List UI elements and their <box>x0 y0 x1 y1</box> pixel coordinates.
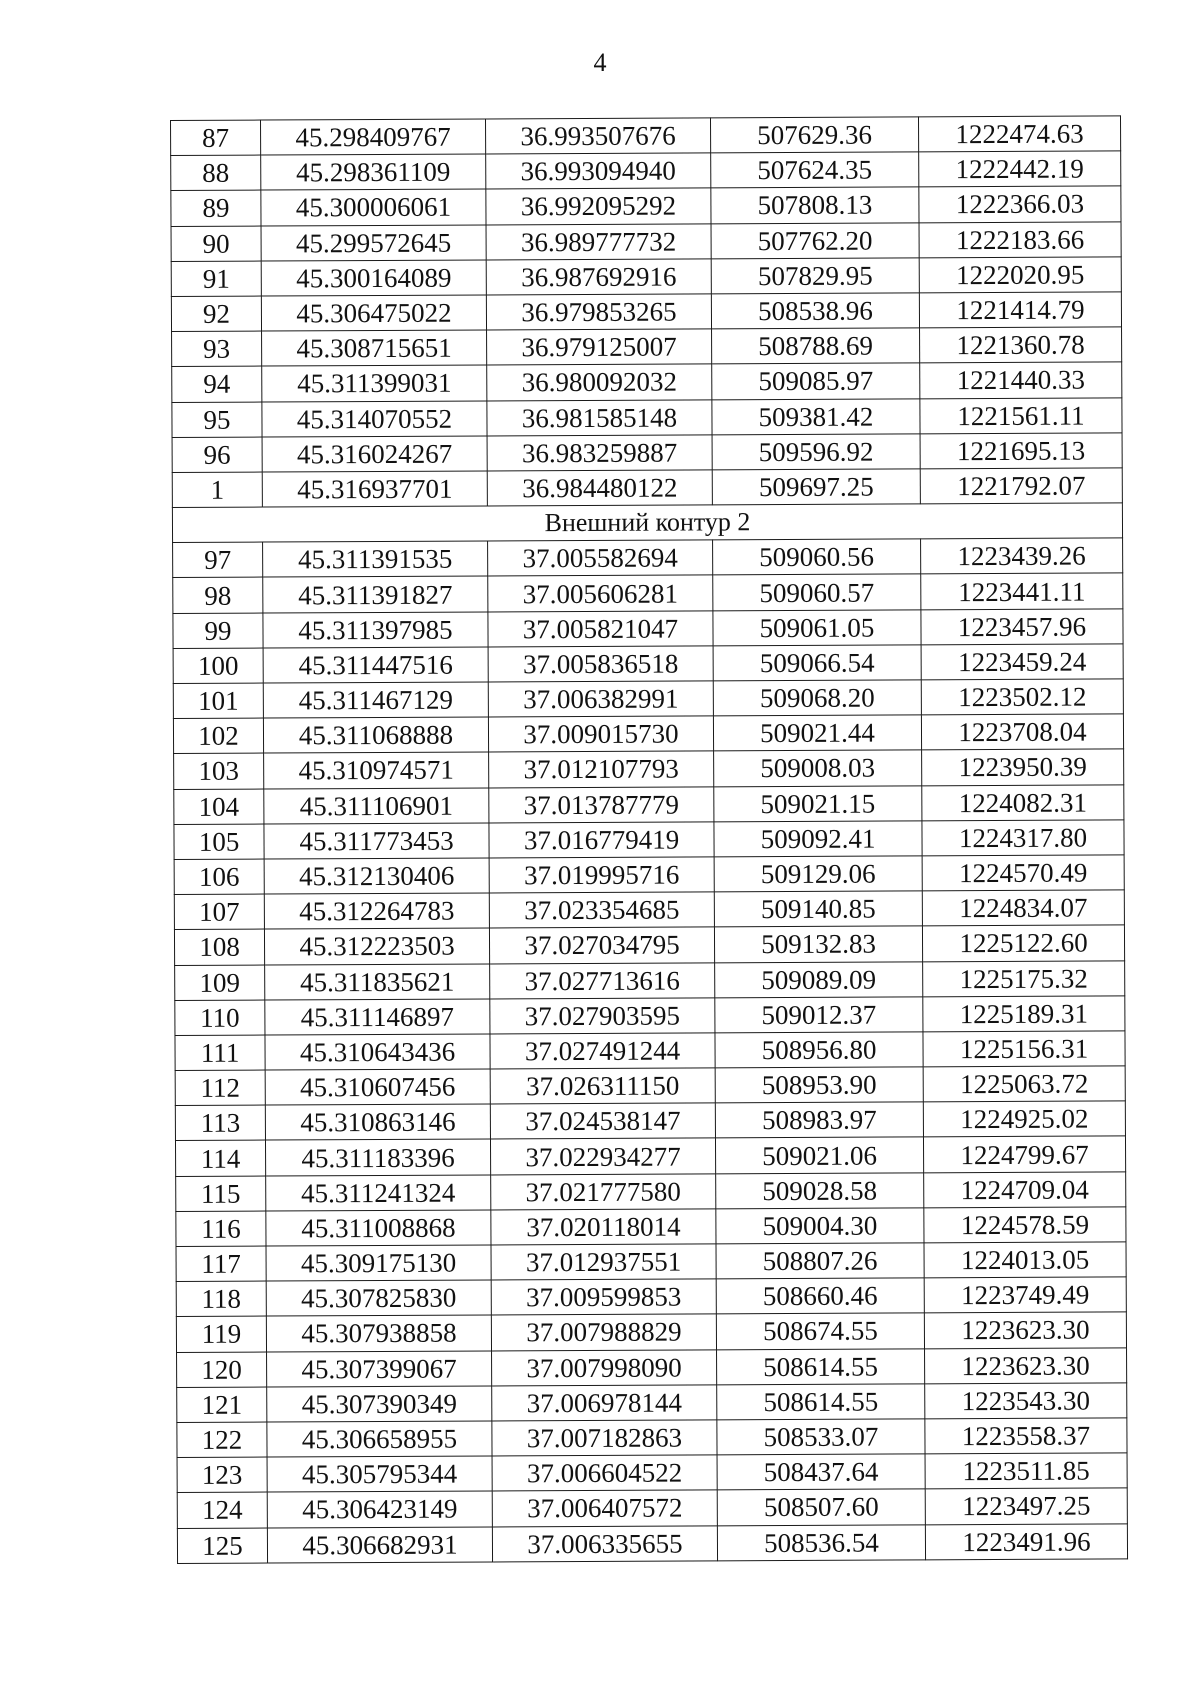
latitude-cell: 45.299572645 <box>261 225 486 261</box>
section-header-row <box>172 503 1122 543</box>
longitude-cell: 37.027713616 <box>490 962 715 998</box>
table-row <box>176 1207 1126 1247</box>
point-number-cell: 97 <box>173 542 263 578</box>
x-coordinate-cell: 509012.37 <box>715 997 923 1033</box>
y-coordinate-cell: 1221360.78 <box>920 327 1122 363</box>
table-row <box>176 1277 1126 1317</box>
table-row <box>171 257 1121 297</box>
y-coordinate-cell: 1221561.11 <box>920 397 1122 433</box>
point-number-cell: 94 <box>172 366 262 402</box>
y-coordinate-cell: 1222442.19 <box>919 151 1121 187</box>
point-number-cell: 110 <box>175 1000 265 1036</box>
latitude-cell: 45.306658955 <box>267 1421 492 1457</box>
longitude-cell: 37.005606281 <box>488 575 713 611</box>
x-coordinate-cell: 509697.25 <box>712 469 920 505</box>
latitude-cell: 45.310863146 <box>265 1104 490 1140</box>
y-coordinate-cell: 1223749.49 <box>924 1277 1126 1313</box>
y-coordinate-cell: 1222474.63 <box>918 116 1120 152</box>
latitude-cell: 45.311467129 <box>263 682 488 718</box>
longitude-cell: 37.006335655 <box>492 1525 717 1561</box>
point-number-cell: 105 <box>174 824 264 860</box>
latitude-cell: 45.311391827 <box>263 576 488 612</box>
longitude-cell: 36.993507676 <box>485 118 710 154</box>
point-number-cell: 87 <box>171 120 261 156</box>
table-row <box>172 327 1122 367</box>
y-coordinate-cell: 1222020.95 <box>919 257 1121 293</box>
longitude-cell: 37.006382991 <box>488 681 713 717</box>
latitude-cell: 45.310643436 <box>265 1034 490 1070</box>
y-coordinate-cell: 1221695.13 <box>920 433 1122 469</box>
y-coordinate-cell: 1222183.66 <box>919 221 1121 257</box>
table-row <box>177 1347 1127 1387</box>
point-number-cell: 102 <box>173 718 263 754</box>
x-coordinate-cell: 509028.58 <box>716 1172 924 1208</box>
longitude-cell: 37.022934277 <box>490 1138 715 1174</box>
point-number-cell: 125 <box>177 1528 267 1564</box>
x-coordinate-cell: 509596.92 <box>712 434 920 470</box>
x-coordinate-cell: 508614.55 <box>717 1348 925 1384</box>
table-row <box>177 1523 1127 1563</box>
longitude-cell: 36.979125007 <box>487 329 712 365</box>
longitude-cell: 36.981585148 <box>487 399 712 435</box>
latitude-cell: 45.307825830 <box>266 1280 491 1316</box>
latitude-cell: 45.311146897 <box>265 999 490 1035</box>
longitude-cell: 36.989777732 <box>486 223 711 259</box>
table-row <box>177 1383 1127 1423</box>
x-coordinate-cell: 509129.06 <box>714 856 922 892</box>
point-number-cell: 98 <box>173 577 263 613</box>
x-coordinate-cell: 509381.42 <box>712 398 920 434</box>
y-coordinate-cell: 1225122.60 <box>922 925 1124 961</box>
latitude-cell: 45.300164089 <box>261 260 486 296</box>
longitude-cell: 37.020118014 <box>491 1209 716 1245</box>
longitude-cell: 36.979853265 <box>486 294 711 330</box>
x-coordinate-cell: 508807.26 <box>716 1243 924 1279</box>
y-coordinate-cell: 1223950.39 <box>922 749 1124 785</box>
x-coordinate-cell: 509060.56 <box>713 539 921 575</box>
point-number-cell: 117 <box>176 1246 266 1282</box>
latitude-cell: 45.311106901 <box>264 788 489 824</box>
point-number-cell: 122 <box>177 1422 267 1458</box>
table-row <box>171 292 1121 332</box>
latitude-cell: 45.308715651 <box>262 330 487 366</box>
longitude-cell: 37.021777580 <box>491 1173 716 1209</box>
longitude-cell: 37.005821047 <box>488 610 713 646</box>
table-row <box>173 714 1123 754</box>
section-title: Внешний контур 2 <box>172 503 1122 543</box>
point-number-cell: 120 <box>177 1352 267 1388</box>
point-number-cell: 106 <box>174 859 264 895</box>
x-coordinate-cell: 508614.55 <box>717 1384 925 1420</box>
point-number-cell: 118 <box>176 1281 266 1317</box>
point-number-cell: 91 <box>171 261 261 297</box>
table-row <box>171 186 1121 226</box>
longitude-cell: 37.012937551 <box>491 1244 716 1280</box>
longitude-cell: 37.006407572 <box>492 1490 717 1526</box>
latitude-cell: 45.300006061 <box>261 189 486 225</box>
point-number-cell: 116 <box>176 1211 266 1247</box>
table-row <box>173 573 1123 613</box>
x-coordinate-cell: 509021.44 <box>713 715 921 751</box>
y-coordinate-cell: 1224578.59 <box>924 1207 1126 1243</box>
page-number: 4 <box>593 48 607 77</box>
x-coordinate-cell: 507808.13 <box>711 187 919 223</box>
longitude-cell: 36.987692916 <box>486 259 711 295</box>
longitude-cell: 37.024538147 <box>490 1103 715 1139</box>
latitude-cell: 45.311183396 <box>265 1139 490 1175</box>
table-row <box>174 925 1124 965</box>
point-number-cell: 114 <box>175 1140 265 1176</box>
latitude-cell: 45.311447516 <box>263 647 488 683</box>
table-row <box>173 538 1123 578</box>
longitude-cell: 37.007182863 <box>492 1420 717 1456</box>
table-row <box>175 1136 1125 1176</box>
table-row <box>171 116 1121 156</box>
coordinates-table <box>170 115 1128 1563</box>
y-coordinate-cell: 1224570.49 <box>922 855 1124 891</box>
y-coordinate-cell: 1223543.30 <box>925 1383 1127 1419</box>
latitude-cell: 45.307938858 <box>266 1315 491 1351</box>
y-coordinate-cell: 1223511.85 <box>925 1453 1127 1489</box>
x-coordinate-cell: 509021.06 <box>715 1137 923 1173</box>
x-coordinate-cell: 507762.20 <box>711 222 919 258</box>
x-coordinate-cell: 507629.36 <box>710 117 918 153</box>
x-coordinate-cell: 507829.95 <box>711 258 919 294</box>
longitude-cell: 37.013787779 <box>489 786 714 822</box>
y-coordinate-cell: 1223502.12 <box>921 679 1123 715</box>
latitude-cell: 45.309175130 <box>266 1245 491 1281</box>
table-row <box>172 362 1122 402</box>
point-number-cell: 107 <box>174 894 264 930</box>
table-row <box>173 644 1123 684</box>
table-row <box>175 1031 1125 1071</box>
x-coordinate-cell: 507624.35 <box>711 152 919 188</box>
latitude-cell: 45.298361109 <box>261 154 486 190</box>
y-coordinate-cell: 1225175.32 <box>923 960 1125 996</box>
y-coordinate-cell: 1224799.67 <box>923 1136 1125 1172</box>
latitude-cell: 45.312264783 <box>264 893 489 929</box>
longitude-cell: 37.006978144 <box>492 1385 717 1421</box>
x-coordinate-cell: 508660.46 <box>716 1278 924 1314</box>
x-coordinate-cell: 508953.90 <box>715 1067 923 1103</box>
table-row <box>175 960 1125 1000</box>
x-coordinate-cell: 509061.05 <box>713 609 921 645</box>
point-number-cell: 115 <box>176 1176 266 1212</box>
x-coordinate-cell: 509060.57 <box>713 574 921 610</box>
x-coordinate-cell: 508507.60 <box>717 1489 925 1525</box>
longitude-cell: 37.027903595 <box>490 998 715 1034</box>
longitude-cell: 36.984480122 <box>487 470 712 506</box>
point-number-cell: 123 <box>177 1457 267 1493</box>
y-coordinate-cell: 1223623.30 <box>925 1347 1127 1383</box>
point-number-cell: 90 <box>171 226 261 262</box>
y-coordinate-cell: 1223708.04 <box>921 714 1123 750</box>
x-coordinate-cell: 508788.69 <box>712 328 920 364</box>
x-coordinate-cell: 508674.55 <box>716 1313 924 1349</box>
table-row <box>171 221 1121 261</box>
y-coordinate-cell: 1223623.30 <box>924 1312 1126 1348</box>
point-number-cell: 1 <box>172 472 262 508</box>
longitude-cell: 36.983259887 <box>487 435 712 471</box>
table-row <box>174 890 1124 930</box>
y-coordinate-cell: 1223491.96 <box>925 1523 1127 1559</box>
point-number-cell: 88 <box>171 155 261 191</box>
x-coordinate-cell: 508437.64 <box>717 1454 925 1490</box>
y-coordinate-cell: 1224709.04 <box>924 1171 1126 1207</box>
y-coordinate-cell: 1225189.31 <box>923 996 1125 1032</box>
latitude-cell: 45.316024267 <box>262 436 487 472</box>
table-row <box>172 433 1122 473</box>
table-row <box>173 679 1123 719</box>
y-coordinate-cell: 1221440.33 <box>920 362 1122 398</box>
y-coordinate-cell: 1223558.37 <box>925 1418 1127 1454</box>
latitude-cell: 45.311008868 <box>266 1210 491 1246</box>
latitude-cell: 45.306682931 <box>267 1526 492 1562</box>
point-number-cell: 89 <box>171 190 261 226</box>
point-number-cell: 119 <box>176 1316 266 1352</box>
table-row <box>175 1066 1125 1106</box>
latitude-cell: 45.311399031 <box>262 365 487 401</box>
y-coordinate-cell: 1224082.31 <box>922 784 1124 820</box>
point-number-cell: 99 <box>173 613 263 649</box>
longitude-cell: 37.007988829 <box>491 1314 716 1350</box>
x-coordinate-cell: 508983.97 <box>715 1102 923 1138</box>
table-row <box>175 996 1125 1036</box>
x-coordinate-cell: 509092.41 <box>714 821 922 857</box>
table-row <box>171 151 1121 191</box>
latitude-cell: 45.311241324 <box>266 1175 491 1211</box>
y-coordinate-cell: 1225063.72 <box>923 1066 1125 1102</box>
y-coordinate-cell: 1223441.11 <box>921 573 1123 609</box>
table-row <box>177 1418 1127 1458</box>
point-number-cell: 93 <box>172 331 262 367</box>
y-coordinate-cell: 1221792.07 <box>920 468 1122 504</box>
coordinates-table-body <box>171 116 1128 1563</box>
longitude-cell: 36.992095292 <box>486 188 711 224</box>
point-number-cell: 124 <box>177 1492 267 1528</box>
x-coordinate-cell: 508533.07 <box>717 1419 925 1455</box>
latitude-cell: 45.307399067 <box>267 1351 492 1387</box>
x-coordinate-cell: 509085.97 <box>712 363 920 399</box>
longitude-cell: 37.019995716 <box>489 857 714 893</box>
latitude-cell: 45.306423149 <box>267 1491 492 1527</box>
y-coordinate-cell: 1224834.07 <box>922 890 1124 926</box>
table-row <box>177 1453 1127 1493</box>
point-number-cell: 96 <box>172 437 262 473</box>
y-coordinate-cell: 1224317.80 <box>922 820 1124 856</box>
point-number-cell: 108 <box>174 929 264 965</box>
table-row <box>176 1242 1126 1282</box>
latitude-cell: 45.307390349 <box>267 1386 492 1422</box>
y-coordinate-cell: 1224013.05 <box>924 1242 1126 1278</box>
longitude-cell: 37.007998090 <box>492 1349 717 1385</box>
longitude-cell: 37.005836518 <box>488 646 713 682</box>
latitude-cell: 45.310974571 <box>264 752 489 788</box>
y-coordinate-cell: 1221414.79 <box>919 292 1121 328</box>
table-row <box>172 468 1122 508</box>
longitude-cell: 36.993094940 <box>486 153 711 189</box>
table-row <box>174 749 1124 789</box>
latitude-cell: 45.311391535 <box>263 541 488 577</box>
latitude-cell: 45.312223503 <box>264 928 489 964</box>
longitude-cell: 36.980092032 <box>487 364 712 400</box>
x-coordinate-cell: 508538.96 <box>711 293 919 329</box>
longitude-cell: 37.012107793 <box>489 751 714 787</box>
point-number-cell: 112 <box>175 1070 265 1106</box>
longitude-cell: 37.006604522 <box>492 1455 717 1491</box>
x-coordinate-cell: 509066.54 <box>713 645 921 681</box>
point-number-cell: 121 <box>177 1387 267 1423</box>
latitude-cell: 45.311397985 <box>263 612 488 648</box>
y-coordinate-cell: 1223459.24 <box>921 644 1123 680</box>
x-coordinate-cell: 509068.20 <box>713 680 921 716</box>
latitude-cell: 45.311835621 <box>265 963 490 999</box>
longitude-cell: 37.027034795 <box>489 927 714 963</box>
table-row <box>172 397 1122 437</box>
table-row <box>175 1101 1125 1141</box>
point-number-cell: 109 <box>175 965 265 1001</box>
longitude-cell: 37.016779419 <box>489 822 714 858</box>
latitude-cell: 45.311068888 <box>263 717 488 753</box>
table-row <box>176 1171 1126 1211</box>
latitude-cell: 45.305795344 <box>267 1456 492 1492</box>
latitude-cell: 45.310607456 <box>265 1069 490 1105</box>
table-row <box>173 608 1123 648</box>
point-number-cell: 101 <box>173 683 263 719</box>
x-coordinate-cell: 509008.03 <box>714 750 922 786</box>
x-coordinate-cell: 508956.80 <box>715 1032 923 1068</box>
y-coordinate-cell: 1222366.03 <box>919 186 1121 222</box>
y-coordinate-cell: 1225156.31 <box>923 1031 1125 1067</box>
table-row <box>176 1312 1126 1352</box>
longitude-cell: 37.027491244 <box>490 1033 715 1069</box>
point-number-cell: 103 <box>174 753 264 789</box>
latitude-cell: 45.298409767 <box>261 119 486 155</box>
point-number-cell: 113 <box>175 1105 265 1141</box>
x-coordinate-cell: 509140.85 <box>714 891 922 927</box>
longitude-cell: 37.023354685 <box>489 892 714 928</box>
table-row <box>174 784 1124 824</box>
longitude-cell: 37.009015730 <box>488 716 713 752</box>
longitude-cell: 37.026311150 <box>490 1068 715 1104</box>
y-coordinate-cell: 1223439.26 <box>921 538 1123 574</box>
latitude-cell: 45.306475022 <box>261 295 486 331</box>
x-coordinate-cell: 509089.09 <box>715 961 923 997</box>
table-row <box>174 855 1124 895</box>
table-row <box>174 820 1124 860</box>
point-number-cell: 104 <box>174 789 264 825</box>
x-coordinate-cell: 509132.83 <box>714 926 922 962</box>
latitude-cell: 45.316937701 <box>262 471 487 507</box>
y-coordinate-cell: 1223457.96 <box>921 608 1123 644</box>
latitude-cell: 45.312130406 <box>264 858 489 894</box>
y-coordinate-cell: 1223497.25 <box>925 1488 1127 1524</box>
point-number-cell: 100 <box>173 648 263 684</box>
x-coordinate-cell: 509004.30 <box>716 1208 924 1244</box>
longitude-cell: 37.005582694 <box>488 540 713 576</box>
x-coordinate-cell: 508536.54 <box>717 1524 925 1560</box>
point-number-cell: 111 <box>175 1035 265 1071</box>
x-coordinate-cell: 509021.15 <box>714 785 922 821</box>
latitude-cell: 45.311773453 <box>264 823 489 859</box>
point-number-cell: 95 <box>172 402 262 438</box>
latitude-cell: 45.314070552 <box>262 400 487 436</box>
coordinates-table-container <box>170 120 1120 1564</box>
table-row <box>177 1488 1127 1528</box>
point-number-cell: 92 <box>171 296 261 332</box>
y-coordinate-cell: 1224925.02 <box>923 1101 1125 1137</box>
longitude-cell: 37.009599853 <box>491 1279 716 1315</box>
